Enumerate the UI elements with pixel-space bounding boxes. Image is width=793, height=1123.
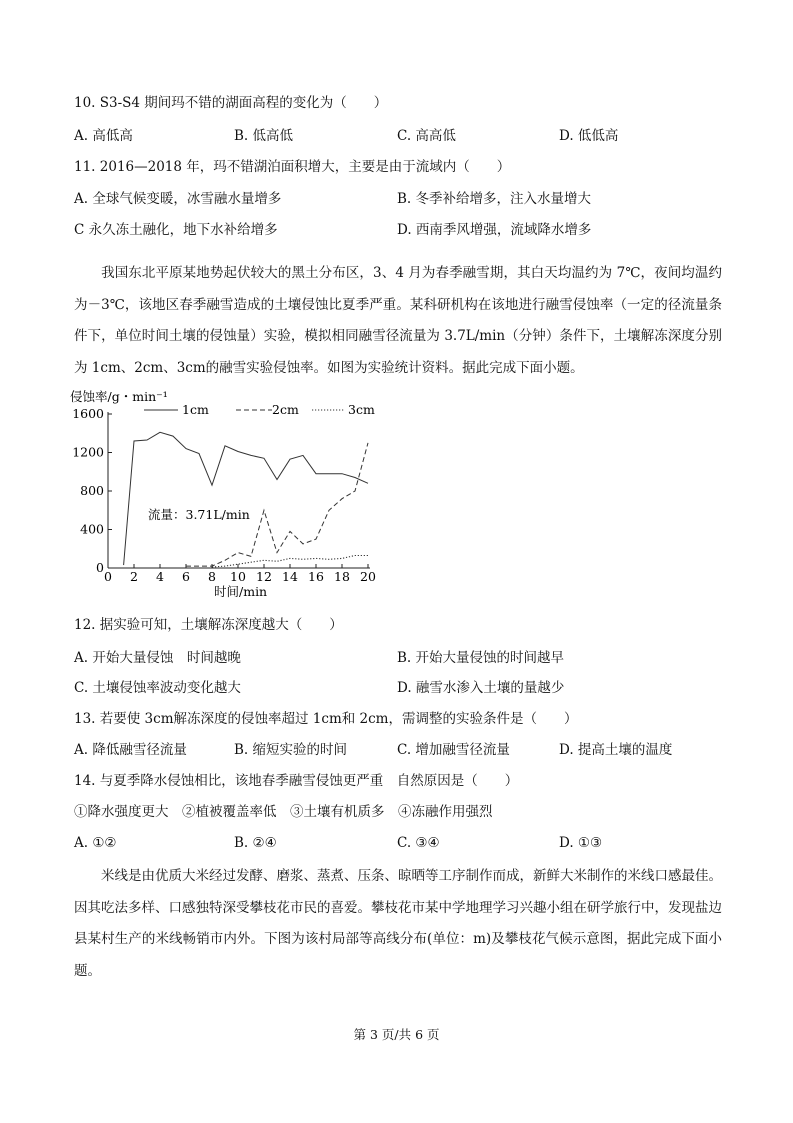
question-12-option-c: C. 土壤侵蚀率波动变化越大: [74, 680, 241, 696]
question-11-option-c: C 永久冻土融化，地下水补给增多: [74, 222, 278, 238]
legend-label-2cm: 2cm: [272, 402, 299, 417]
chart-x-tick-label: 16: [308, 569, 324, 584]
chart-x-axis-label: 时间/min: [214, 584, 268, 599]
question-14-stem: 14. 与夏季降水侵蚀相比，该地春季融雪侵蚀更严重 自然原因是（ ）: [74, 773, 519, 789]
legend-label-3cm: 3cm: [348, 402, 375, 417]
chart-ticks: [72, 406, 376, 584]
chart-x-tick-label: 4: [156, 569, 164, 584]
question-10-option-a: A. 高低高: [74, 128, 133, 144]
question-14-option-d: D. ①③: [559, 835, 603, 851]
question-12-option-d: D. 融雪水渗入土壤的量越少: [397, 680, 565, 696]
chart-y-tick-label: 800: [80, 483, 104, 498]
question-11-option-d: D. 西南季风增强，流域降水增多: [397, 222, 592, 238]
chart-y-tick-label: 0: [96, 560, 104, 575]
question-14-option-a: A. ①②: [74, 835, 117, 851]
question-10-stem: 10. S3-S4 期间玛不错的湖面高程的变化为（ ）: [74, 95, 388, 111]
chart-x-tick-label: 18: [334, 569, 350, 584]
chart-flow-annotation: 流量：3.71L/min: [148, 507, 250, 522]
question-11-stem: 11. 2016—2018 年，玛不错湖泊面积增大，主要是由于流域内（ ）: [74, 159, 511, 175]
chart-series-1cm: [124, 432, 368, 565]
chart-x-tick-label: 6: [182, 569, 190, 584]
chart-y-tick-label: 1200: [72, 444, 104, 460]
question-13-stem: 13. 若要使 3cm解冻深度的侵蚀率超过 1cm和 2cm，需调整的实验条件是（ ）: [74, 711, 578, 727]
question-10-option-c: C. 高高低: [397, 128, 456, 144]
question-11-option-a: A. 全球气候变暖，冰雪融水量增多: [74, 191, 282, 207]
passage-2: [74, 861, 722, 987]
question-13-option-b: B. 缩短实验的时间: [234, 742, 348, 758]
legend-label-1cm: 1cm: [182, 402, 209, 417]
question-13-option-a: A. 降低融雪径流量: [74, 742, 187, 758]
chart-y-tick-label: 400: [80, 521, 104, 537]
chart-legend: [144, 402, 375, 417]
question-13-option-d: D. 提高土壤的温度: [559, 742, 673, 758]
passage-2-text: 米线是由优质大米经过发酵、磨浆、蒸煮、压条、晾晒等工序制作而成，新鲜大米制作的米线口感最佳。因其吃法多样、口感独特深受攀枝花市民的喜爱。攀枝花市某中学地理学习兴趣小组在研学旅行中，发现盐边县某村生产的米线畅销市内外。下图为该村局部等高线分布(单位：m)及攀枝花气候示意图，据此完成下面小题。: [74, 868, 722, 979]
question-11-option-b: B. 冬季补给增多，注入水量增大: [397, 191, 592, 207]
passage-1-text: 我国东北平原某地势起伏较大的黑土分布区，3、4 月为春季融雪期，其白天均温约为 7℃，夜间均温约为－3℃，该地区春季融雪造成的土壤侵蚀比夏季严重。某科研机构在该地进行融雪侵蚀率（一定的径流量条件下，单位时间土壤的侵蚀量）实验，模拟相同融雪径流量为 3.7L/min（分钟）条件下，土壤解冻深度分别为 1cm、2cm、3cm的融雪实验侵蚀率。如图为实验统计资料。据此完成下面小题。: [74, 265, 722, 376]
chart-x-tick-label: 0: [104, 569, 112, 584]
chart-x-tick-label: 2: [130, 569, 138, 584]
chart-y-tick-label: 1600: [72, 406, 104, 421]
question-14-option-c: C. ③④: [397, 835, 440, 851]
question-12-option-b: B. 开始大量侵蚀的时间越早: [397, 650, 565, 666]
chart-axes: [108, 412, 370, 568]
chart-x-tick-label: 8: [208, 569, 216, 584]
passage-1: [74, 258, 722, 384]
question-10-option-d: D. 低低高: [559, 128, 619, 144]
chart-x-tick-label: 12: [256, 569, 272, 584]
question-14-items: ①降水强度更大 ②植被覆盖率低 ③土壤有机质多 ④冻融作用强烈: [74, 804, 493, 820]
chart-y-axis-label: 侵蚀率/g・min⁻¹: [70, 389, 168, 404]
chart-x-tick-label: 10: [230, 569, 246, 584]
erosion-rate-chart: [66, 386, 386, 602]
question-14-option-b: B. ②④: [234, 835, 277, 851]
chart-x-tick-label: 14: [282, 569, 298, 584]
chart-series-2cm: [186, 443, 368, 566]
page-footer: 第 3 页/共 6 页: [353, 1027, 440, 1042]
chart-series: [124, 432, 368, 567]
chart-x-tick-label: 20: [360, 569, 376, 584]
question-13-option-c: C. 增加融雪径流量: [397, 742, 510, 758]
question-12-stem: 12. 据实验可知，土壤解冻深度越大（ ）: [74, 617, 343, 633]
question-10-option-b: B. 低高低: [234, 128, 294, 144]
question-12-option-a: A. 开始大量侵蚀 时间越晚: [74, 650, 241, 666]
